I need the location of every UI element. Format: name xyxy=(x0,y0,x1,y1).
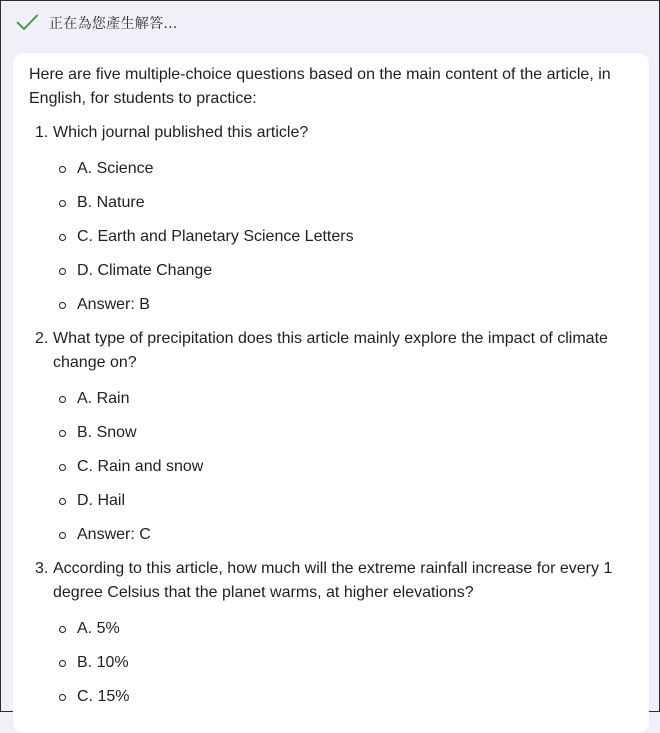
answer-intro: Here are five multiple-choice questions based on the main content of the article, in English, for students to practice: xyxy=(29,66,611,107)
question-text: According to this article, how much will the extreme rainfall increase for every 1 degree Celsius that the planet warms, at higher elevations? xyxy=(53,560,613,601)
option-item: B. Snow xyxy=(77,424,137,441)
question-3 xyxy=(35,557,625,605)
bullet-icon xyxy=(59,268,66,275)
option-item: D. Hail xyxy=(77,492,126,509)
bullet-icon xyxy=(59,166,66,173)
bullet-icon xyxy=(59,234,66,241)
bullet-icon xyxy=(59,200,66,207)
option-item: B. Nature xyxy=(77,194,145,211)
status-text: 正在為您產生解答… xyxy=(49,16,178,32)
question-number: 1. xyxy=(35,124,49,141)
option-item: A. 5% xyxy=(77,620,120,637)
option-item: A. Science xyxy=(77,160,154,177)
option-item: D. Climate Change xyxy=(77,262,213,279)
response-status-bar xyxy=(1,1,659,45)
question-text: Which journal published this article? xyxy=(53,124,309,141)
option-item: C. Earth and Planetary Science Letters xyxy=(77,228,354,245)
bullet-icon xyxy=(59,626,66,633)
answer-card xyxy=(13,53,649,733)
bullet-icon xyxy=(59,694,66,701)
option-item: B. 10% xyxy=(77,654,129,671)
bullet-icon xyxy=(59,396,66,403)
question-number: 3. xyxy=(35,560,49,577)
option-item: C. Rain and snow xyxy=(77,458,204,475)
bullet-icon xyxy=(59,660,66,667)
answer-item: Answer: B xyxy=(77,296,150,313)
question-number: 2. xyxy=(35,330,49,347)
bullet-icon xyxy=(59,532,66,539)
bullet-icon xyxy=(59,430,66,437)
bullet-icon xyxy=(59,464,66,471)
question-1 xyxy=(35,121,625,145)
bullet-icon xyxy=(59,302,66,309)
question-text: What type of precipitation does this article mainly explore the impact of climate change on? xyxy=(53,330,608,371)
check-icon xyxy=(15,10,39,34)
answer-item: Answer: C xyxy=(77,526,151,543)
option-item: C. 15% xyxy=(77,688,130,705)
question-2 xyxy=(35,327,625,375)
bullet-icon xyxy=(59,498,66,505)
option-item: A. Rain xyxy=(77,390,130,407)
